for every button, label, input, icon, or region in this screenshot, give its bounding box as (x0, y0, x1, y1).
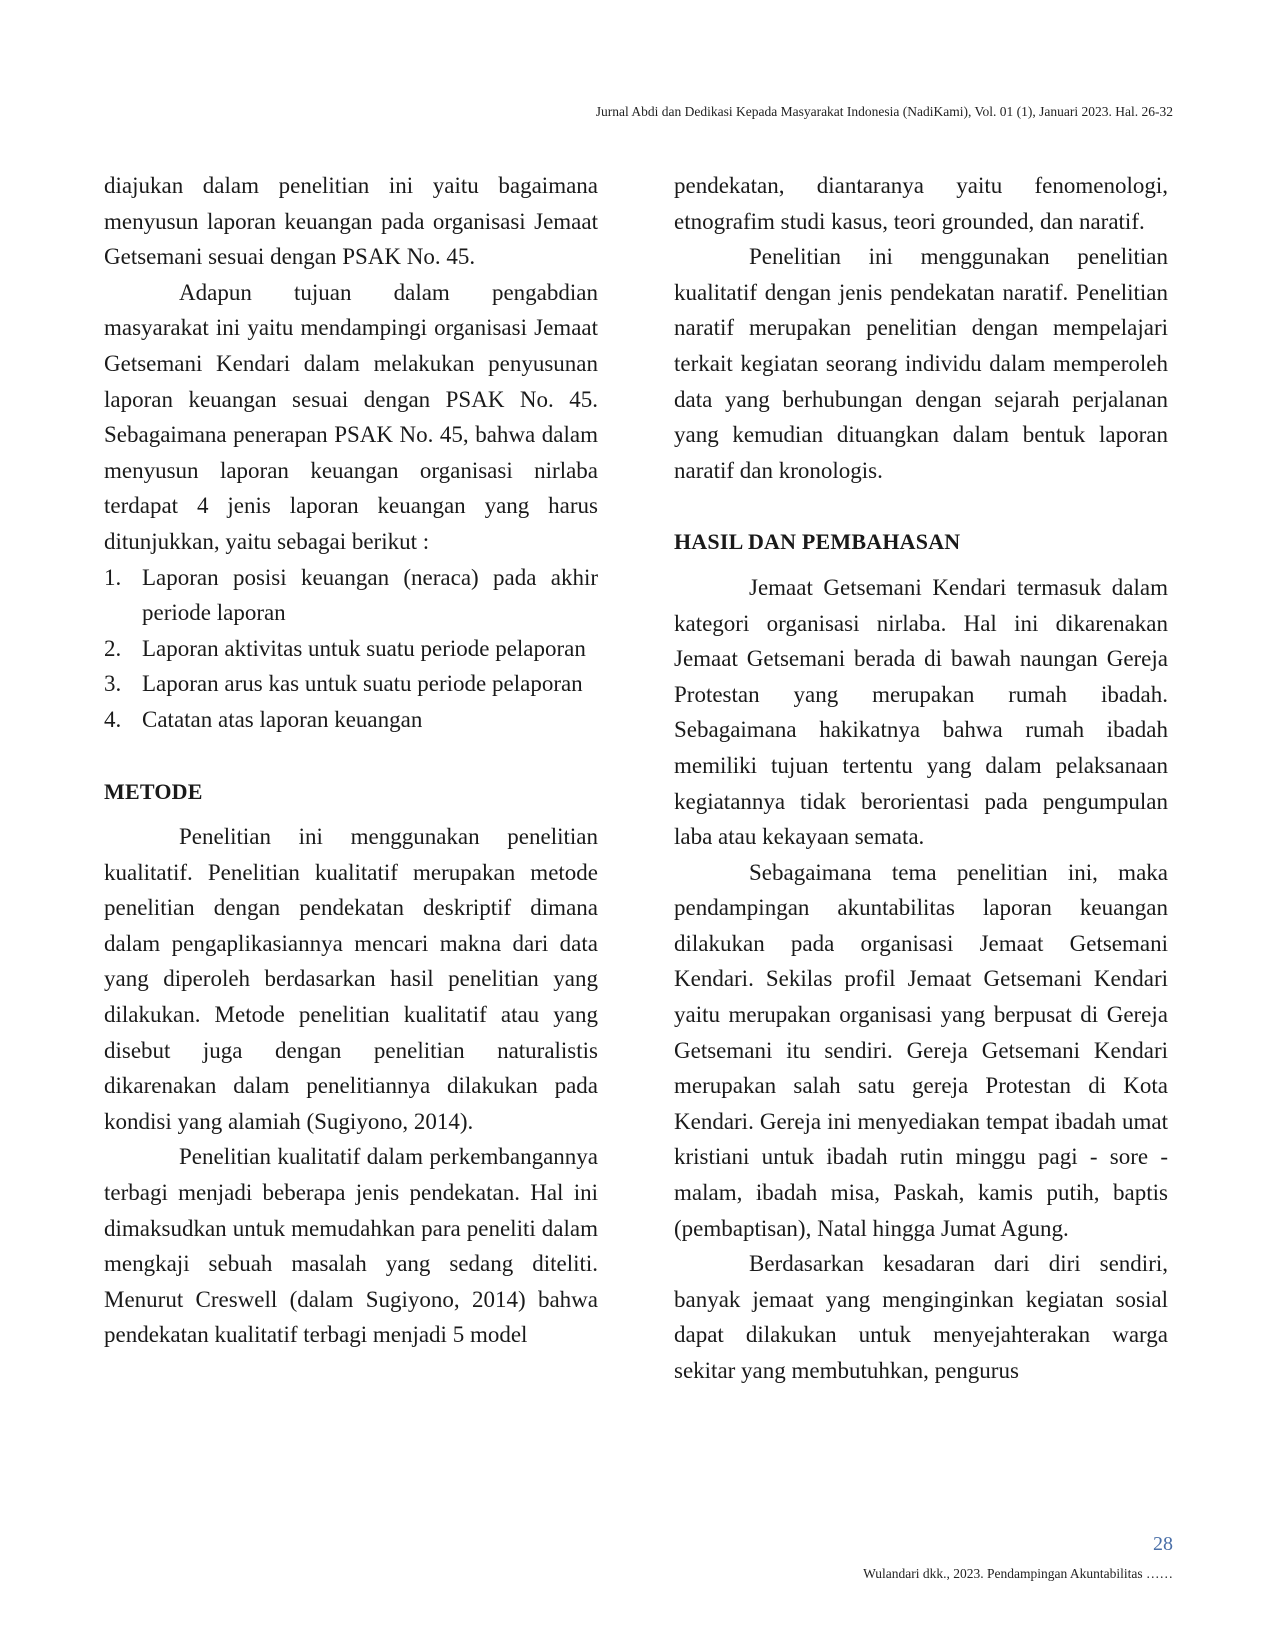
list-item (104, 702, 598, 738)
list-number: 4. (104, 706, 122, 732)
paragraph: Jemaat Getsemani Kendari termasuk dalam kategori organisasi nirlaba. Hal ini dikarenakan Jemaat Getsemani berada di bawah naungan Gereja Protestan yang merupakan rumah ibadah. Sebagaimana hakikatnya bahwa rumah ibadah memiliki tujuan tertentu yang dalam pelaksanaan kegiatannya tidak berorientasi pada pengumpulan laba atau kekayaan semata. (674, 574, 1168, 850)
paragraph: Penelitian ini menggunakan penelitian kualitatif dengan jenis pendekatan naratif. Penelitian naratif merupakan penelitian dengan mempelajari terkait kegiatan seorang individu dalam memperoleh data yang berhubungan dengan sejarah perjalanan yang kemudian dituangkan dalam bentuk laporan naratif dan kronologis. (674, 244, 1168, 483)
paragraph: Berdasarkan kesadaran dari diri sendiri, banyak jemaat yang menginginkan kegiatan sosial dapat dilakukan untuk menyejahterakan warga sekitar yang membutuhkan, pengurus (674, 1251, 1168, 1383)
running-footer: Wulandari dkk., 2023. Pendampingan Akuntabilitas …… (863, 1566, 1173, 1581)
list-number: 1. (104, 564, 122, 590)
list-text: Laporan aktivitas untuk suatu periode pelaporan (142, 635, 586, 661)
left-column (104, 168, 598, 1353)
list-item (104, 560, 598, 631)
paragraph: pendekatan, diantaranya yaitu fenomenologi, etnografim studi kasus, teori grounded, dan naratif. (674, 173, 1168, 234)
list-text: Catatan atas laporan keuangan (142, 706, 423, 732)
list-item (104, 666, 598, 702)
list-text: Laporan arus kas untuk suatu periode pelaporan (142, 671, 583, 697)
list-item (104, 631, 598, 667)
page-number: 28 (1153, 1533, 1173, 1555)
paragraph: Penelitian kualitatif dalam perkembangannya terbagi menjadi beberapa jenis pendekatan. Hal ini dimaksudkan untuk memudahkan para peneliti dalam mengkaji sebuah masalah yang sedang diteliti. Menurut Creswell (dalam Sugiyono, 2014) bahwa pendekatan kualitatif terbagi menjadi 5 model (104, 1144, 598, 1348)
list-text: Laporan posisi keuangan (neraca) pada akhir periode laporan (142, 564, 598, 626)
report-types-list (104, 560, 598, 738)
paragraph: Adapun tujuan dalam pengabdian masyarakat ini yaitu mendampingi organisasi Jemaat Getsemani Kendari dalam melakukan penyusunan laporan keuangan sesuai dengan PSAK No. 45. Sebagaimana penerapan PSAK No. 45, bahwa dalam menyusun laporan keuangan organisasi nirlaba terdapat 4 jenis laporan keuangan yang harus ditunjukkan, yaitu sebagai berikut : (104, 279, 598, 554)
paragraph: Sebagaimana tema penelitian ini, maka pendampingan akuntabilitas laporan keuangan dilakukan pada organisasi Jemaat Getsemani Kendari. Sekilas profil Jemaat Getsemani Kendari yaitu merupakan organisasi yang berpusat di Gereja Getsemani itu sendiri. Gereja Getsemani Kendari merupakan salah satu gereja Protestan di Kota Kendari. Gereja ini menyediakan tempat ibadah umat kristiani untuk ibadah rutin minggu pagi - sore - malam, ibadah misa, Paskah, kamis putih, baptis (pembaptisan), Natal hingga Jumat Agung. (674, 859, 1168, 1241)
paragraph: Penelitian ini menggunakan penelitian kualitatif. Penelitian kualitatif merupakan metode penelitian dengan pendekatan deskriptif dimana dalam pengaplikasiannya mencari makna dari data yang diperoleh berdasarkan hasil penelitian yang dilakukan. Metode penelitian kualitatif atau yang disebut juga dengan penelitian naturalistis dikarenakan dalam penelitiannya dilakukan pada kondisi yang alamiah (Sugiyono, 2014). (104, 824, 598, 1134)
right-column (674, 168, 1168, 1389)
running-header: Jurnal Abdi dan Dedikasi Kepada Masyarakat Indonesia (NadiKami), Vol. 01 (1), Januari 2023. Hal. 26-32 (595, 104, 1173, 119)
list-number: 3. (104, 671, 122, 697)
paragraph: diajukan dalam penelitian ini yaitu bagaimana menyusun laporan keuangan pada organisasi Jemaat Getsemani sesuai dengan PSAK No. 45. (104, 173, 598, 270)
list-number: 2. (104, 635, 122, 661)
section-heading-hasil: HASIL DAN PEMBAHASAN (674, 529, 961, 555)
section-heading-metode: METODE (104, 778, 203, 804)
